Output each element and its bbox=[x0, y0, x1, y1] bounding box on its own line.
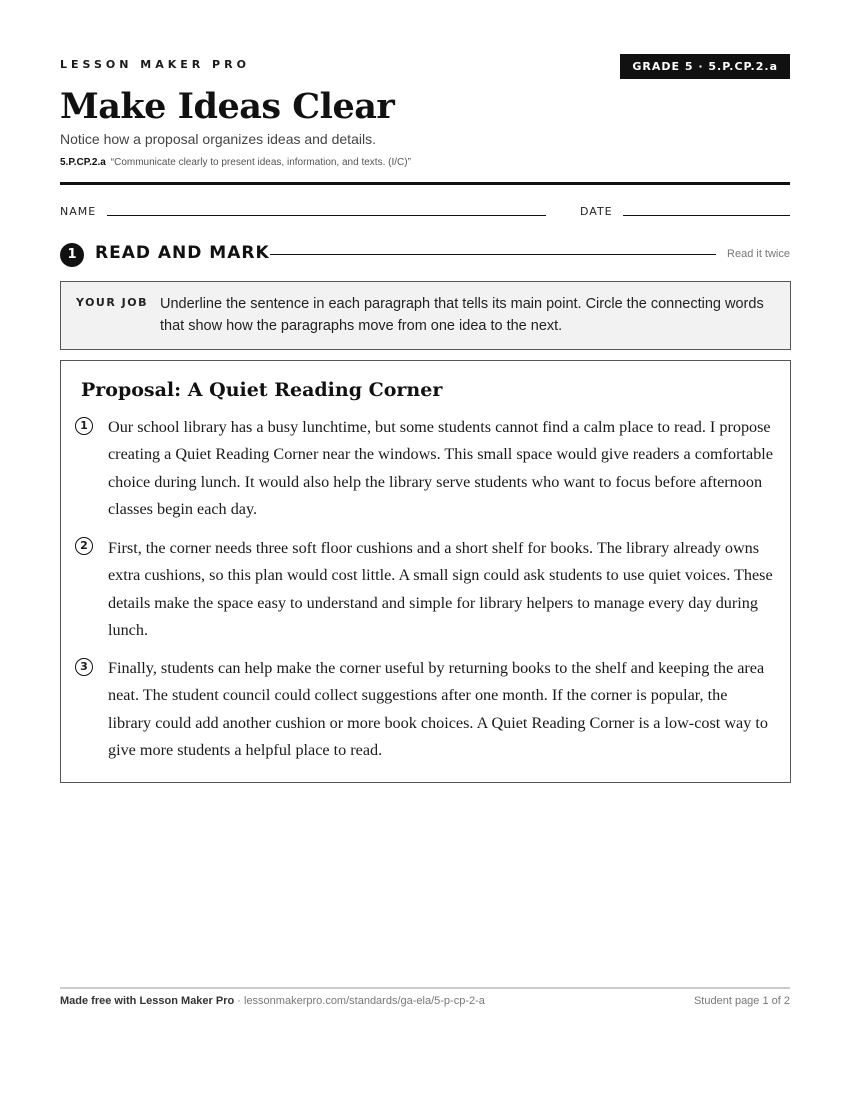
instructions-label: YOUR JOB bbox=[76, 296, 148, 309]
paragraph-3[interactable]: Finally, students can help make the corner useful by returning books to the shelf and keeping the area neat. The student council could collect suggestions after one month. If the corner is popular, the library could add another cushion or more book choices. A Quiet Reading Corner is a low-cost way to give more students a helpful place to read. bbox=[108, 659, 768, 759]
date-label: DATE bbox=[580, 205, 613, 218]
instructions-text: Underline the sentence in each paragraph that tells its main point. Circle the connecting words that show how the paragraphs move from one idea to the next. bbox=[160, 296, 764, 334]
brand-name: LESSON MAKER PRO bbox=[60, 58, 250, 71]
paragraph-1[interactable]: Our school library has a busy lunchtime, but some students cannot find a calm place to read. I propose creating a Quiet Reading Corner near the windows. This small space would give readers a comfortable choice during lunch. It would also help the library serve students who want to focus before afternoon classes begin each day. bbox=[108, 418, 773, 518]
section-title: READ AND MARK bbox=[95, 243, 270, 263]
proposal-passage bbox=[60, 360, 791, 783]
standard-text: “Communicate clearly to present ideas, information, and texts. (I/C)” bbox=[110, 157, 411, 168]
paragraph-number-1: 1 bbox=[75, 417, 93, 435]
header-divider bbox=[60, 182, 790, 185]
paragraph-2[interactable]: First, the corner needs three soft floor cushions and a short shelf for books. The library already owns extra cushions, so this plan would cost little. A small sign could ask students to use quiet voices. These details make the space easy to understand and simple for library helpers to manage every day during lunch. bbox=[108, 539, 773, 639]
grade-badge: GRADE 5 · 5.P.CP.2.a bbox=[620, 54, 790, 79]
name-label: NAME bbox=[60, 205, 97, 218]
footer-separator: · bbox=[234, 995, 244, 1007]
footer-page-number: Student page 1 of 2 bbox=[693, 995, 790, 1007]
paragraph-number-2: 2 bbox=[75, 537, 93, 555]
paragraph-number-3: 3 bbox=[75, 658, 93, 676]
standard-code: 5.P.CP.2.a bbox=[60, 157, 106, 168]
section-divider bbox=[270, 254, 716, 255]
footer-url[interactable]: lessonmakerpro.com/standards/ga-ela/5-p-cp-2-a bbox=[244, 995, 485, 1007]
footer-credit bbox=[60, 995, 485, 1007]
proposal-title: Proposal: A Quiet Reading Corner bbox=[81, 379, 443, 401]
page-title: Make Ideas Clear bbox=[60, 86, 395, 127]
section-number-badge: 1 bbox=[60, 243, 84, 267]
footer-made-with: Made free with Lesson Maker Pro bbox=[60, 995, 235, 1007]
name-field[interactable] bbox=[107, 215, 546, 216]
page-subtitle: Notice how a proposal organizes ideas and details. bbox=[60, 131, 376, 147]
date-field[interactable] bbox=[623, 215, 790, 216]
footer-divider bbox=[60, 987, 790, 989]
standard-line bbox=[60, 157, 411, 168]
instructions-box bbox=[60, 281, 791, 350]
section-note: Read it twice bbox=[727, 248, 790, 260]
